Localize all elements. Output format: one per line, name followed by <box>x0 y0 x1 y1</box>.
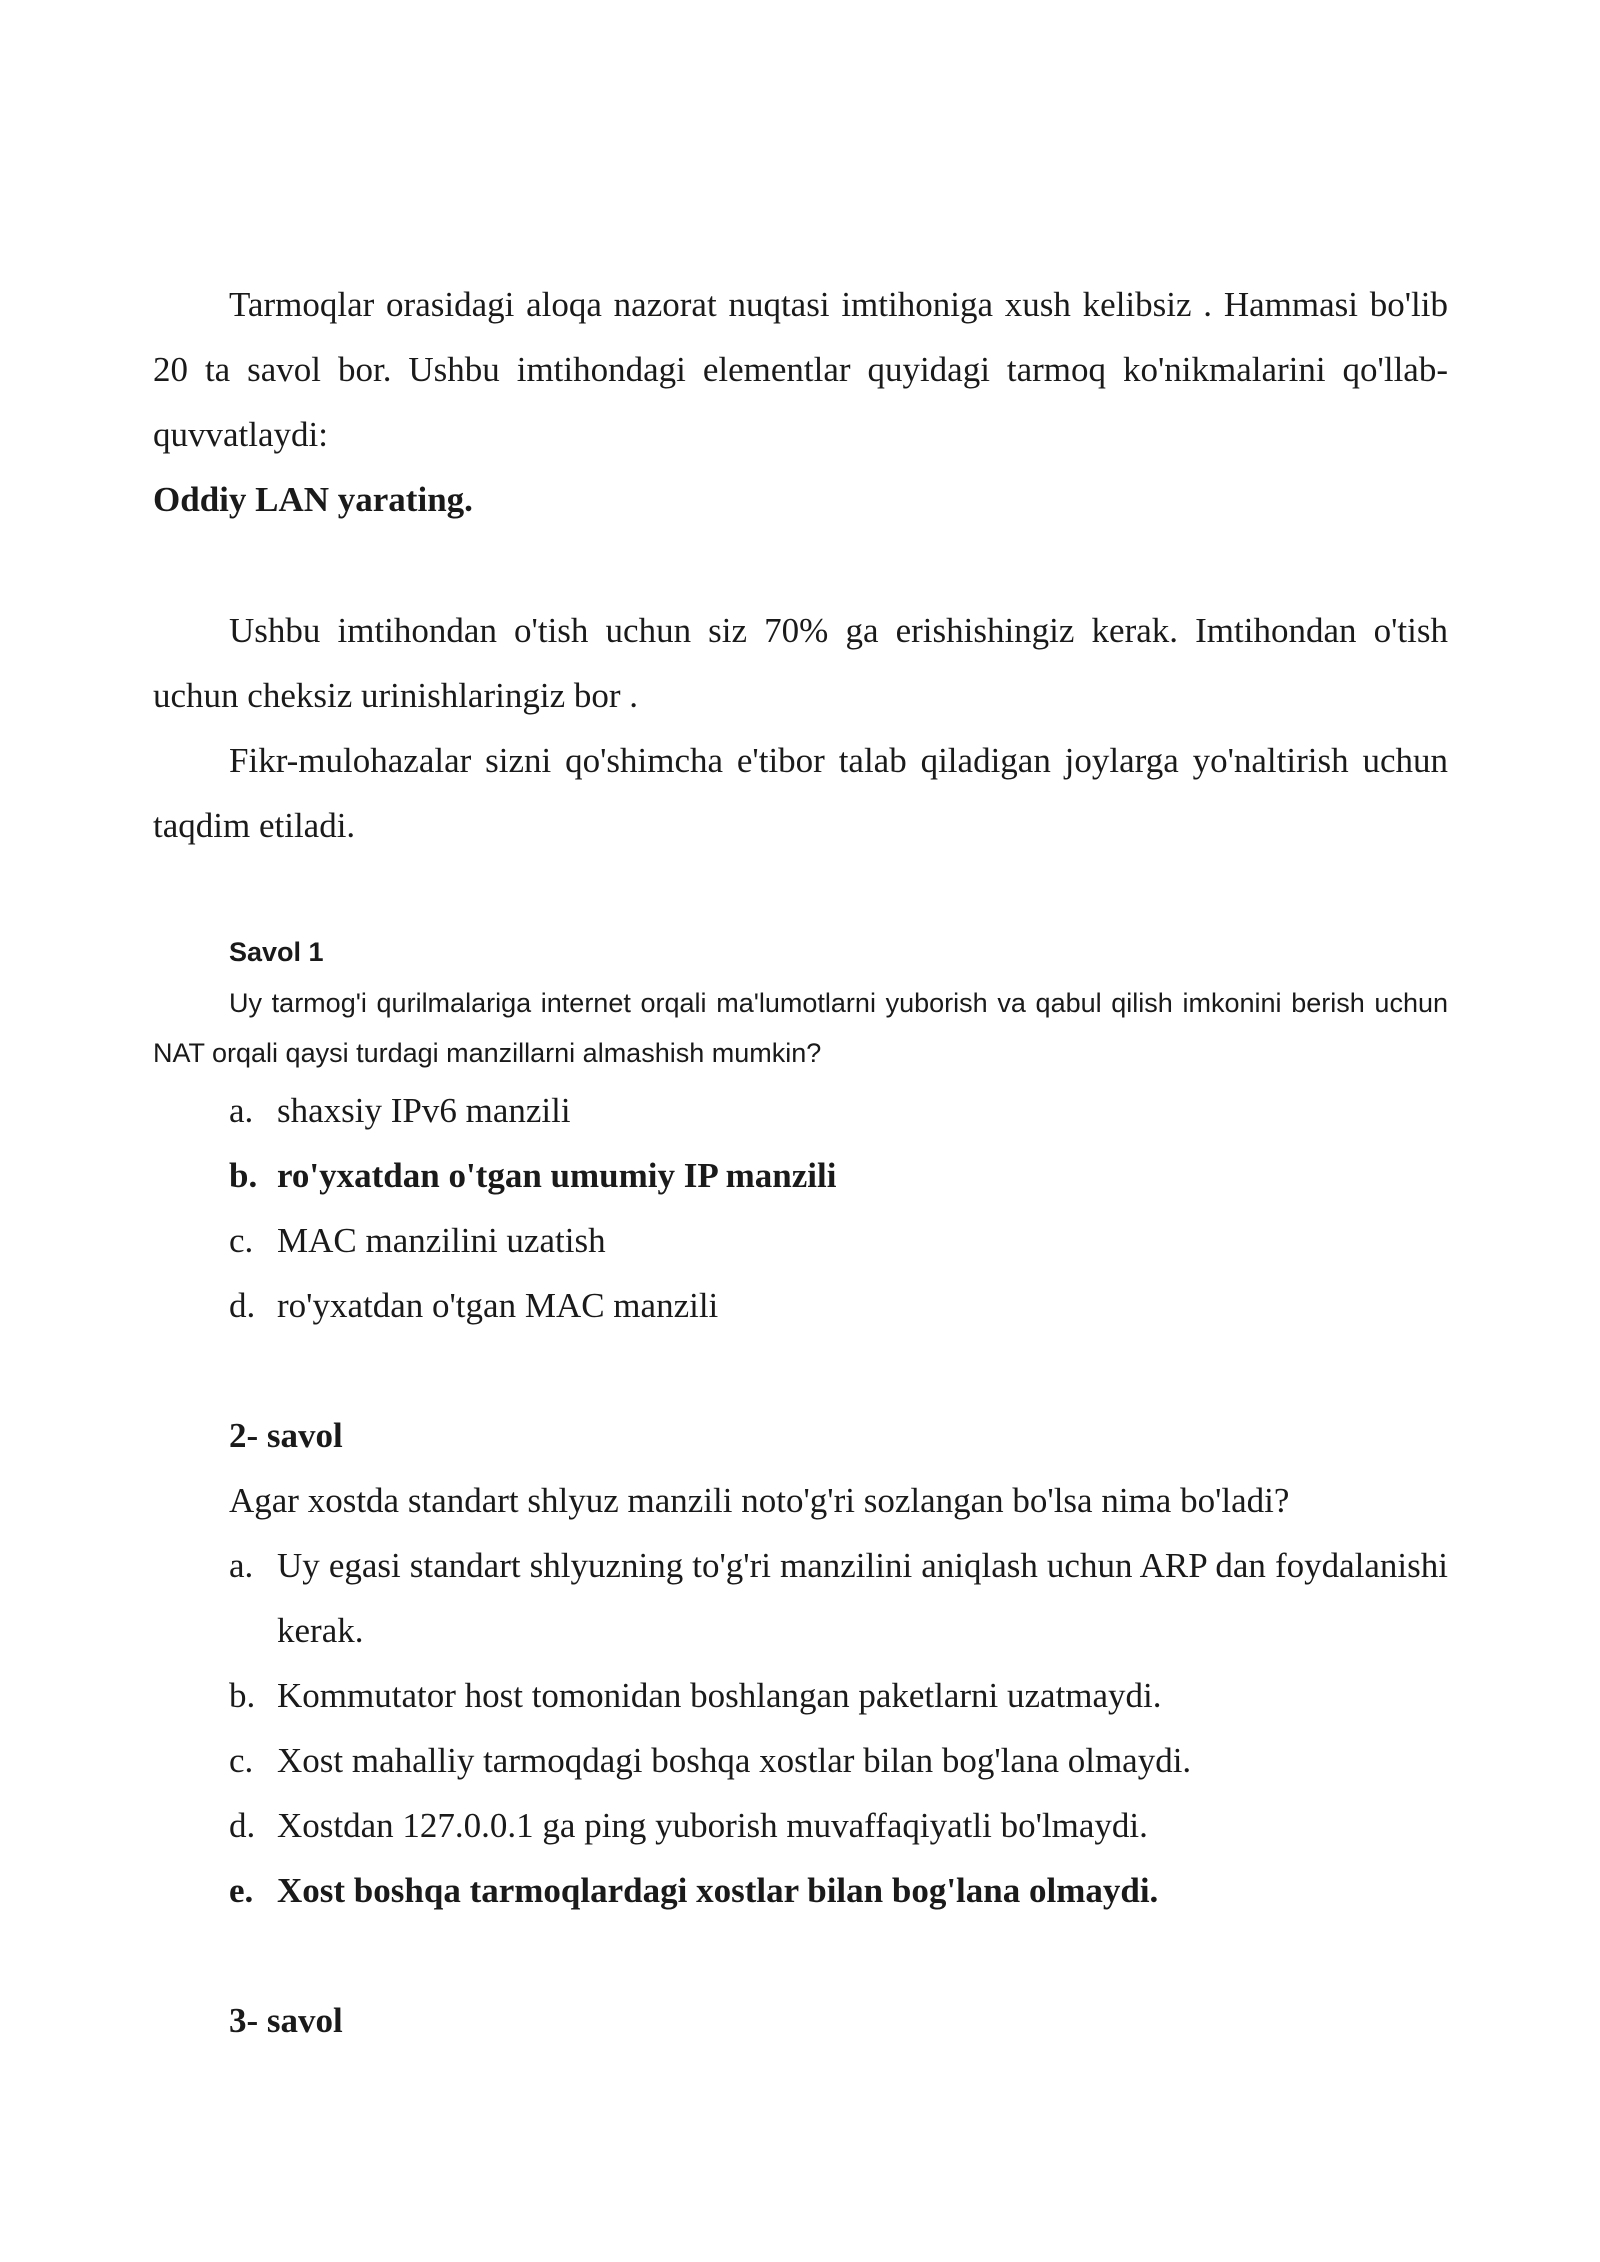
option-letter: a. <box>229 1091 254 1130</box>
question-1-title: Savol 1 <box>229 937 324 967</box>
question-1-options <box>229 1078 1448 1338</box>
option-letter: e. <box>229 1871 254 1910</box>
question-2-text: Agar xostda standart shlyuz manzili noto'g'ri sozlangan bo'lsa nima bo'ladi? <box>229 1481 1290 1520</box>
option-letter: d. <box>229 1806 256 1845</box>
answer-option[interactable] <box>229 1533 1448 1663</box>
option-text: Xost mahalliy tarmoqdagi boshqa xostlar bilan bog'lana olmaydi. <box>277 1741 1192 1780</box>
feedback-paragraph: Fikr-mulohazalar sizni qo'shimcha e'tibor talab qiladigan joylarga yo'naltirish uchun taqdim etiladi. <box>153 741 1448 845</box>
answer-option[interactable] <box>229 1078 1448 1143</box>
option-text: shaxsiy IPv6 manzili <box>277 1091 571 1130</box>
option-text: Xost boshqa tarmoqlardagi xostlar bilan bog'lana olmaydi. <box>277 1871 1159 1910</box>
option-text: ro'yxatdan o'tgan umumiy IP manzili <box>277 1156 837 1195</box>
question-2-title: 2- savol <box>229 1416 343 1455</box>
option-letter: c. <box>229 1221 254 1260</box>
option-letter: b. <box>229 1156 258 1195</box>
pass-requirement-paragraph: Ushbu imtihondan o'tish uchun siz 70% ga erishishingiz kerak. Imtihondan o'tish uchun cheksiz urinishlaringiz bor . <box>153 611 1448 715</box>
option-text: Xostdan 127.0.0.1 ga ping yuborish muvaffaqiyatli bo'lmaydi. <box>277 1806 1148 1845</box>
answer-option[interactable] <box>229 1663 1448 1728</box>
intro-bold-line: Oddiy LAN yarating. <box>153 480 473 519</box>
answer-option[interactable] <box>229 1793 1448 1858</box>
option-text: Kommutator host tomonidan boshlangan paketlarni uzatmaydi. <box>277 1676 1162 1715</box>
option-letter: a. <box>229 1546 254 1585</box>
answer-option[interactable] <box>229 1208 1448 1273</box>
answer-option[interactable] <box>229 1728 1448 1793</box>
option-letter: c. <box>229 1741 254 1780</box>
intro-paragraph: Tarmoqlar orasidagi aloqa nazorat nuqtasi imtihoniga xush kelibsiz . Hammasi bo'lib 20 ta savol bor. Ushbu imtihondagi elementlar quyidagi tarmoq ko'nikmalarini qo'llab-quvvatlaydi: <box>153 285 1448 454</box>
option-text: ro'yxatdan o'tgan MAC manzili <box>277 1286 719 1325</box>
option-text: MAC manzilini uzatish <box>277 1221 606 1260</box>
option-letter: d. <box>229 1286 256 1325</box>
answer-option[interactable] <box>229 1273 1448 1338</box>
option-letter: b. <box>229 1676 256 1715</box>
answer-option-correct[interactable] <box>229 1143 1448 1208</box>
answer-option-correct[interactable] <box>229 1858 1448 1923</box>
question-2-options <box>229 1533 1448 1923</box>
question-1-text: Uy tarmog'i qurilmalariga internet orqali ma'lumotlarni yuborish va qabul qilish imkonini berish uchun NAT orqali qaysi turdagi manzillarni almashish mumkin? <box>153 988 1448 1068</box>
question-3-title: 3- savol <box>229 2001 343 2040</box>
option-text: Uy egasi standart shlyuzning to'g'ri manzilini aniqlash uchun ARP dan foydalanishi kerak. <box>277 1546 1448 1650</box>
